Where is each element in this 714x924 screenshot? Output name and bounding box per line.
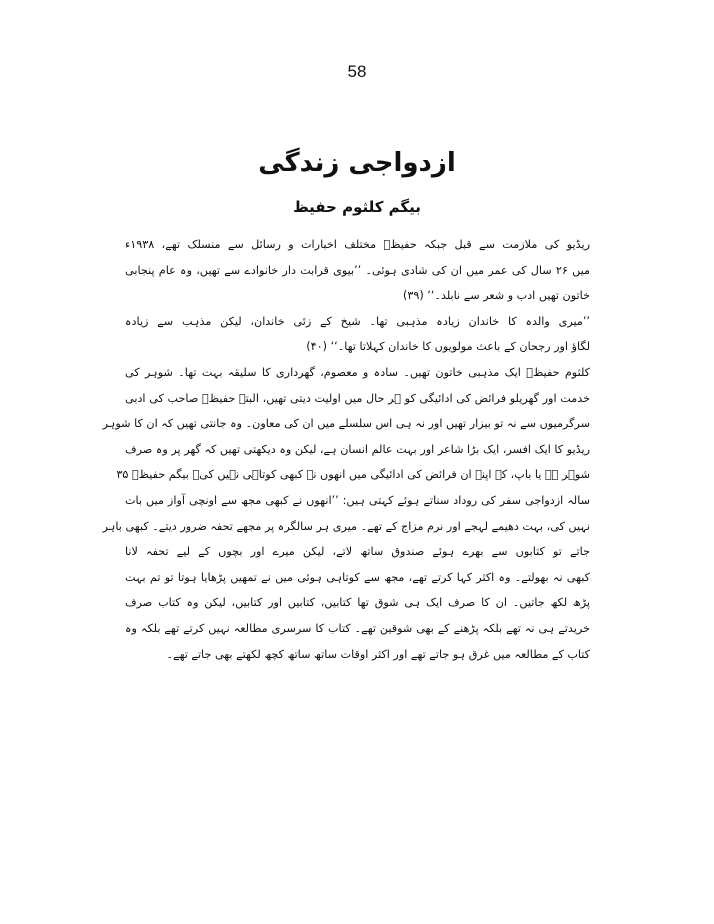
text-line: جاتے تو کتابوں سے بھرے ہوئے صندوق ساتھ لاتے، لیکن میرے اور بچوں کے لیے تحفہ لانا [125, 545, 590, 559]
page-number: 58 [347, 62, 367, 81]
author-name: بیگم کلثوم حفیظ [293, 198, 421, 216]
text-line: لگاؤ اور رجحان کے باعث مولویوں کا خاندان کہلاتا تھا۔‘‘ (۴۰) [306, 340, 590, 354]
text-line: ’’میری والدہ کا خاندان زیادہ مذہبی تھا۔ شیخ کے زئی خاندان، لیکن مذہب سے زیادہ [125, 314, 590, 328]
chapter-title: ازدواجی زندگی [258, 148, 456, 178]
text-line: کلثوم حفیظؔ ایک مذہبی خاتون تھیں۔ سادہ و معصوم، گھرداری کا سلیقہ بہت تھا۔ شوہر کی [125, 365, 590, 379]
text-line: خدمت اور گھریلو فرائض کی ادائیگی کو ہر حال میں اولیت دیتی تھیں، البتہ حفیظؔ صاحب کی ادبی [125, 391, 590, 405]
text-line: سالہ ازدواجی سفر کی روداد سناتے ہوئے کہتی ہیں: ’’انھوں نے کبھی مجھ سے اونچی آواز میں بات [125, 493, 590, 507]
paragraph-3 [102, 360, 590, 667]
quote-paragraph [125, 309, 590, 360]
text-line: پڑھ لکھ جاتیں۔ ان کا صرف ایک ہی شوق تھا کتابیں، کتابیں اور کتابیں، لیکن وہ کتاب صرف [125, 596, 590, 610]
text-line: کبھی نہ بھولتے۔ وہ اکثر کہا کرتے تھے، مجھ سے کوتاہی ہوئی میں نے تمھیں پڑھایا ہوتا تو تم بہت [125, 570, 590, 584]
text-line: کتاب کے مطالعہ میں غرق ہو جاتے تھے اور اکثر اوقات ساتھ ساتھ کچھ لکھتے بھی جاتے تھے۔ [166, 647, 590, 661]
text-line: شوہر ہے یا باپ، کہ اپنے ان فرائض کی ادائیگی میں انھوں نے کبھی کوتاہی نہیں کی۔ بیگم حفیظؔ ۳۵ [116, 468, 590, 482]
text-line: میں ۲۶ سال کی عمر میں ان کی شادی ہوئی۔ ’’بیوی قرابت دار خانوادے سے تھیں، وہ عام پنجابی [125, 263, 590, 277]
text-line: خریدتے ہی نہ تھے بلکہ پڑھنے کے بھی شوقین تھے۔ کتاب کا سرسری مطالعہ نہیں کرتے تھے بلکہ وہ [125, 621, 590, 635]
body-text [102, 232, 590, 667]
text-line: ریڈیو کا ایک افسر، ایک بڑا شاعر اور بہت عالم انسان ہے، لیکن وہ دیکھتی تھیں کہ گھر پر وہ صرف [125, 442, 590, 456]
text-line: خاتون تھیں ادب و شعر سے نابلد۔‘‘ (۳۹) [402, 289, 590, 303]
paragraph-1 [125, 232, 590, 309]
text-line: سرگرمیوں سے نہ تو بیزار تھیں اور نہ ہی اس سلسلے میں ان کی معاون۔ وہ جانتی تھیں کہ ان کا شوہر [102, 417, 590, 431]
text-line: ریڈیو کی ملازمت سے قبل جبکہ حفیظؔ مختلف اخبارات و رسائل سے منسلک تھے، ۱۹۳۸ء [125, 238, 590, 251]
text-line: نہیں کی، بہت دھیمے لہجے اور نرم مزاج کے تھے۔ میری ہر سالگرہ پر مجھے تحفہ ضرور دیتے۔ کبھی باہر [102, 519, 590, 533]
